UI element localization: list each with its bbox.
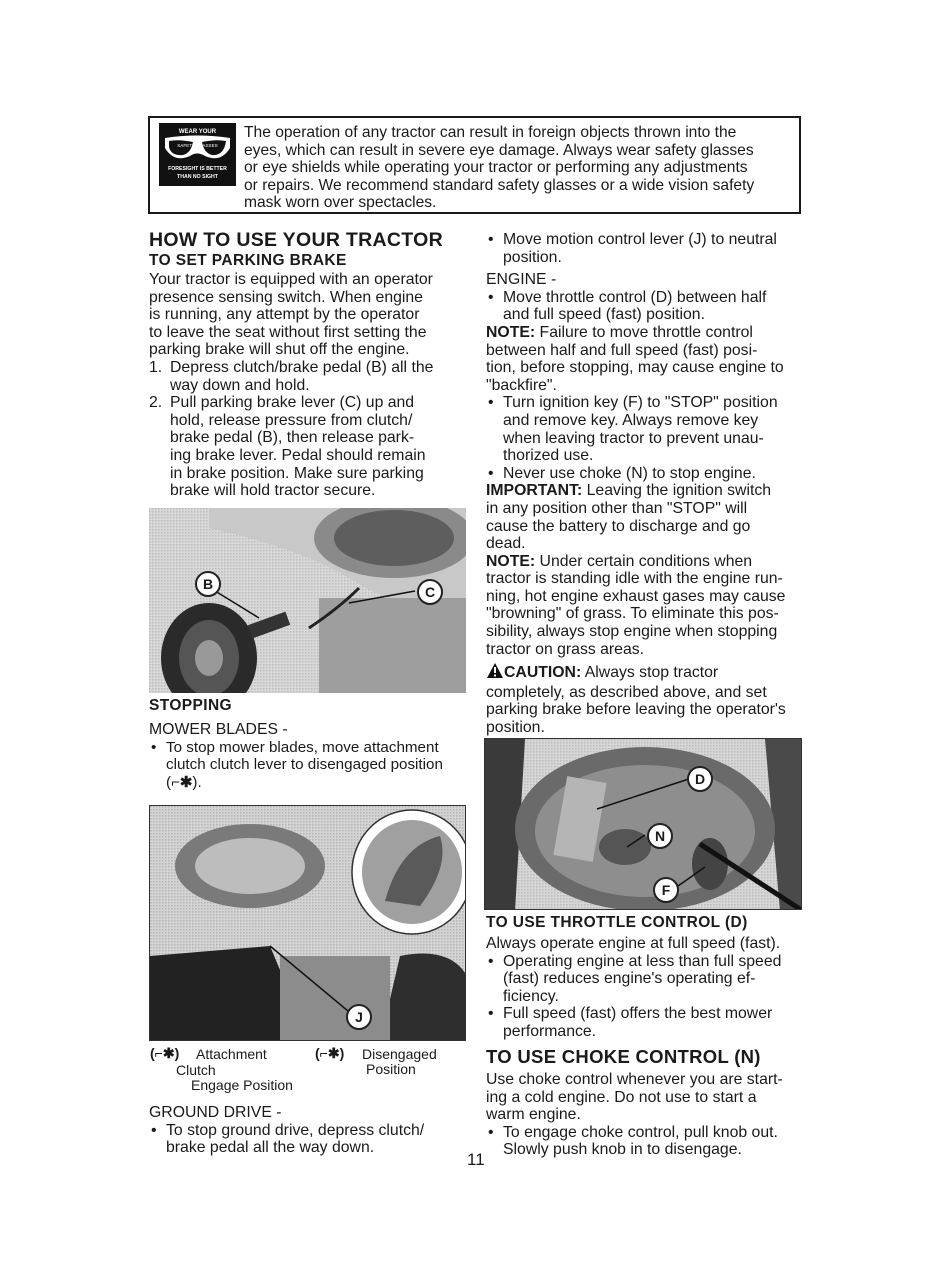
text-line: • To engage choke control, pull knob out. xyxy=(503,1123,778,1141)
text-line: cause the battery to discharge and go xyxy=(486,517,751,535)
legend-disengaged-icon xyxy=(315,1045,344,1061)
warning-triangle-icon xyxy=(486,662,504,684)
step-1 xyxy=(149,359,469,394)
ground-drive-title: GROUND DRIVE - xyxy=(149,1104,282,1121)
throttle-bullet-1 xyxy=(486,953,806,1006)
text-line: position. xyxy=(486,719,545,737)
text-line: when leaving tractor to prevent unau- xyxy=(503,429,764,447)
engine-title: ENGINE - xyxy=(486,271,557,289)
text-line: ing a cold engine. Do not use to start a xyxy=(486,1088,757,1106)
text-line: • Turn ignition key (F) to "STOP" position xyxy=(503,394,778,412)
choke-control-title: TO USE CHOKE CONTROL (N) xyxy=(486,1046,761,1067)
stopping-title: STOPPING xyxy=(149,697,233,714)
page-number: 11 xyxy=(467,1150,485,1169)
caution-label: CAUTION: xyxy=(504,664,582,682)
text-line: Failure to move throttle control xyxy=(539,323,753,341)
text-line: thorized use. xyxy=(503,447,594,465)
icon-line-2: SAFETY GLASSES xyxy=(177,143,218,148)
text-line: • Move throttle control (D) between half xyxy=(503,288,767,306)
parking-brake-title: TO SET PARKING BRAKE xyxy=(149,252,347,269)
text-line: in brake position. Make sure parking xyxy=(170,464,424,482)
text-line: tractor is standing idle with the engine run- xyxy=(486,570,783,588)
clutch-disengaged-icon: ⌐✱ xyxy=(171,773,193,791)
right-column-text xyxy=(486,231,806,737)
step-number: 2. xyxy=(149,394,163,412)
step-number: 1. xyxy=(149,358,163,376)
legend-engage-icon xyxy=(150,1045,179,1061)
text-line: sibility, always stop engine when stopping xyxy=(486,623,778,641)
ground-drive-text xyxy=(149,1104,469,1157)
callout-d: D xyxy=(687,766,713,792)
text-line: between half and full speed (fast) posi- xyxy=(486,341,758,359)
text-line: brake pedal (B), then release park- xyxy=(170,429,415,447)
text-line: • To stop mower blades, move attachment xyxy=(166,738,439,756)
paren-open: ( xyxy=(166,773,172,791)
text-line: to leave the seat without first setting the xyxy=(149,323,427,341)
text-line: Use choke control whenever you are start- xyxy=(486,1071,783,1088)
legend-left-3: Engage Position xyxy=(191,1077,293,1093)
legend-right-2: Position xyxy=(366,1061,416,1077)
legend-line: Attachment xyxy=(196,1046,267,1062)
text-line: Always operate engine at full speed (fast). xyxy=(486,935,781,952)
text-line: dead. xyxy=(486,535,526,553)
choke-bullet-1 xyxy=(486,1124,806,1159)
step-2 xyxy=(149,394,469,500)
warning-line: eyes, which can result in severe eye damage. Always wear safety glasses xyxy=(244,141,754,159)
legend-left xyxy=(196,1046,267,1062)
text-line: tractor on grass areas. xyxy=(486,640,645,658)
ground-drive-bullet xyxy=(149,1122,469,1157)
safety-warning-text xyxy=(244,124,799,212)
text-line: "browning" of grass. To eliminate this pos- xyxy=(486,605,779,623)
text-line: Depress clutch/brake pedal (B) all the xyxy=(170,358,434,376)
text-line: Your tractor is equipped with an operator xyxy=(149,271,433,288)
throttle-bullet-2 xyxy=(486,1005,806,1040)
paren-close: ). xyxy=(192,773,202,791)
motion-control-bullet xyxy=(486,231,806,266)
callout-j: J xyxy=(346,1004,372,1030)
legend-right-1: Disengaged xyxy=(362,1046,437,1062)
icon-line-1: WEAR YOUR xyxy=(178,129,217,135)
icon-line-4: THAN NO SIGHT xyxy=(177,174,218,180)
text-line: Pull parking brake lever (C) up and xyxy=(170,394,415,412)
mower-blades-title: MOWER BLADES - xyxy=(149,721,288,738)
note-label: NOTE: xyxy=(486,323,536,341)
text-line: performance. xyxy=(503,1022,597,1040)
icon-line-3: FORESIGHT IS BETTER xyxy=(168,166,227,172)
text-line: completely, as described above, and set xyxy=(486,683,767,701)
throttle-choke-photo xyxy=(484,738,802,910)
text-line: Slowly push knob in to disengage. xyxy=(503,1141,742,1159)
text-line: (fast) reduces engine's operating ef- xyxy=(503,970,756,988)
text-line: presence sensing switch. When engine xyxy=(149,288,423,306)
text-line: tion, before stopping, may cause engine to xyxy=(486,359,784,377)
parking-brake-photo xyxy=(149,508,466,693)
text-line: warm engine. xyxy=(486,1106,581,1124)
text-line: way down and hold. xyxy=(170,376,310,394)
important-note xyxy=(486,482,806,552)
text-line: Always stop tractor xyxy=(584,664,719,682)
text-line: ning, hot engine exhaust gases may cause xyxy=(486,587,786,605)
caution-note xyxy=(486,662,806,736)
text-line: position. xyxy=(503,248,562,266)
text-line: parking brake will shut off the engine. xyxy=(149,341,410,359)
text-line: • To stop ground drive, depress clutch/ xyxy=(166,1121,425,1139)
clutch-engage-icon: (⌐✱) xyxy=(150,1045,180,1061)
text-line: • Full speed (fast) offers the best mower xyxy=(503,1005,773,1023)
legend-left-2: Clutch xyxy=(176,1062,216,1078)
section-heading-how-to-use: HOW TO USE YOUR TRACTOR xyxy=(149,229,444,251)
parking-brake-text xyxy=(149,271,469,500)
warning-line: The operation of any tractor can result in foreign objects thrown into the xyxy=(244,124,737,141)
stopping-text xyxy=(149,721,469,791)
text-line: and full speed (fast) position. xyxy=(503,306,705,324)
throttle-bullet xyxy=(486,289,806,324)
clutch-disengaged-icon: (⌐✱) xyxy=(315,1045,345,1061)
throttle-control-title: TO USE THROTTLE CONTROL (D) xyxy=(486,914,748,931)
callout-b: B xyxy=(195,571,221,597)
throttle-control-text xyxy=(486,935,806,1041)
choke-bullet xyxy=(486,465,806,483)
attachment-clutch-photo xyxy=(149,805,466,1041)
choke-control-text xyxy=(486,1071,806,1159)
text-line: Leaving the ignition switch xyxy=(586,482,772,500)
note-1 xyxy=(486,324,806,394)
text-line: • Never use choke (N) to stop engine. xyxy=(503,464,756,482)
warning-line: mask worn over spectacles. xyxy=(244,194,437,212)
text-line: • Operating engine at less than full speed xyxy=(503,952,782,970)
warning-line: or repairs. We recommend standard safety glasses or a wide vision safety xyxy=(244,176,755,194)
warning-line: or eye shields while operating your tractor or performing any adjustments xyxy=(244,159,748,177)
text-line: hold, release pressure from clutch/ xyxy=(170,411,413,429)
note-2 xyxy=(486,553,806,659)
text-line: Under certain conditions when xyxy=(539,552,753,570)
text-line: ing brake lever. Pedal should remain xyxy=(170,446,426,464)
text-line: is running, any attempt by the operator xyxy=(149,306,420,324)
callout-n: N xyxy=(647,823,673,849)
safety-glasses-icon xyxy=(159,123,236,186)
callout-f: F xyxy=(653,877,679,903)
note-label: NOTE: xyxy=(486,552,536,570)
mower-blades-bullet xyxy=(149,739,469,792)
callout-c: C xyxy=(417,579,443,605)
text-line: parking brake before leaving the operator's xyxy=(486,701,786,719)
text-line: in any position other than "STOP" will xyxy=(486,499,748,517)
important-label: IMPORTANT: xyxy=(486,482,583,500)
text-line: and remove key. Always remove key xyxy=(503,411,759,429)
text-line: brake will hold tractor secure. xyxy=(170,482,376,500)
text-line: brake pedal all the way down. xyxy=(166,1139,375,1157)
text-line: clutch clutch lever to disengaged position xyxy=(166,756,443,774)
text-line: "backfire". xyxy=(486,376,557,394)
glyph-line xyxy=(166,774,469,792)
text-line: • Move motion control lever (J) to neutral xyxy=(503,231,777,248)
ignition-bullet xyxy=(486,394,806,464)
text-line: ficiency. xyxy=(503,987,559,1005)
